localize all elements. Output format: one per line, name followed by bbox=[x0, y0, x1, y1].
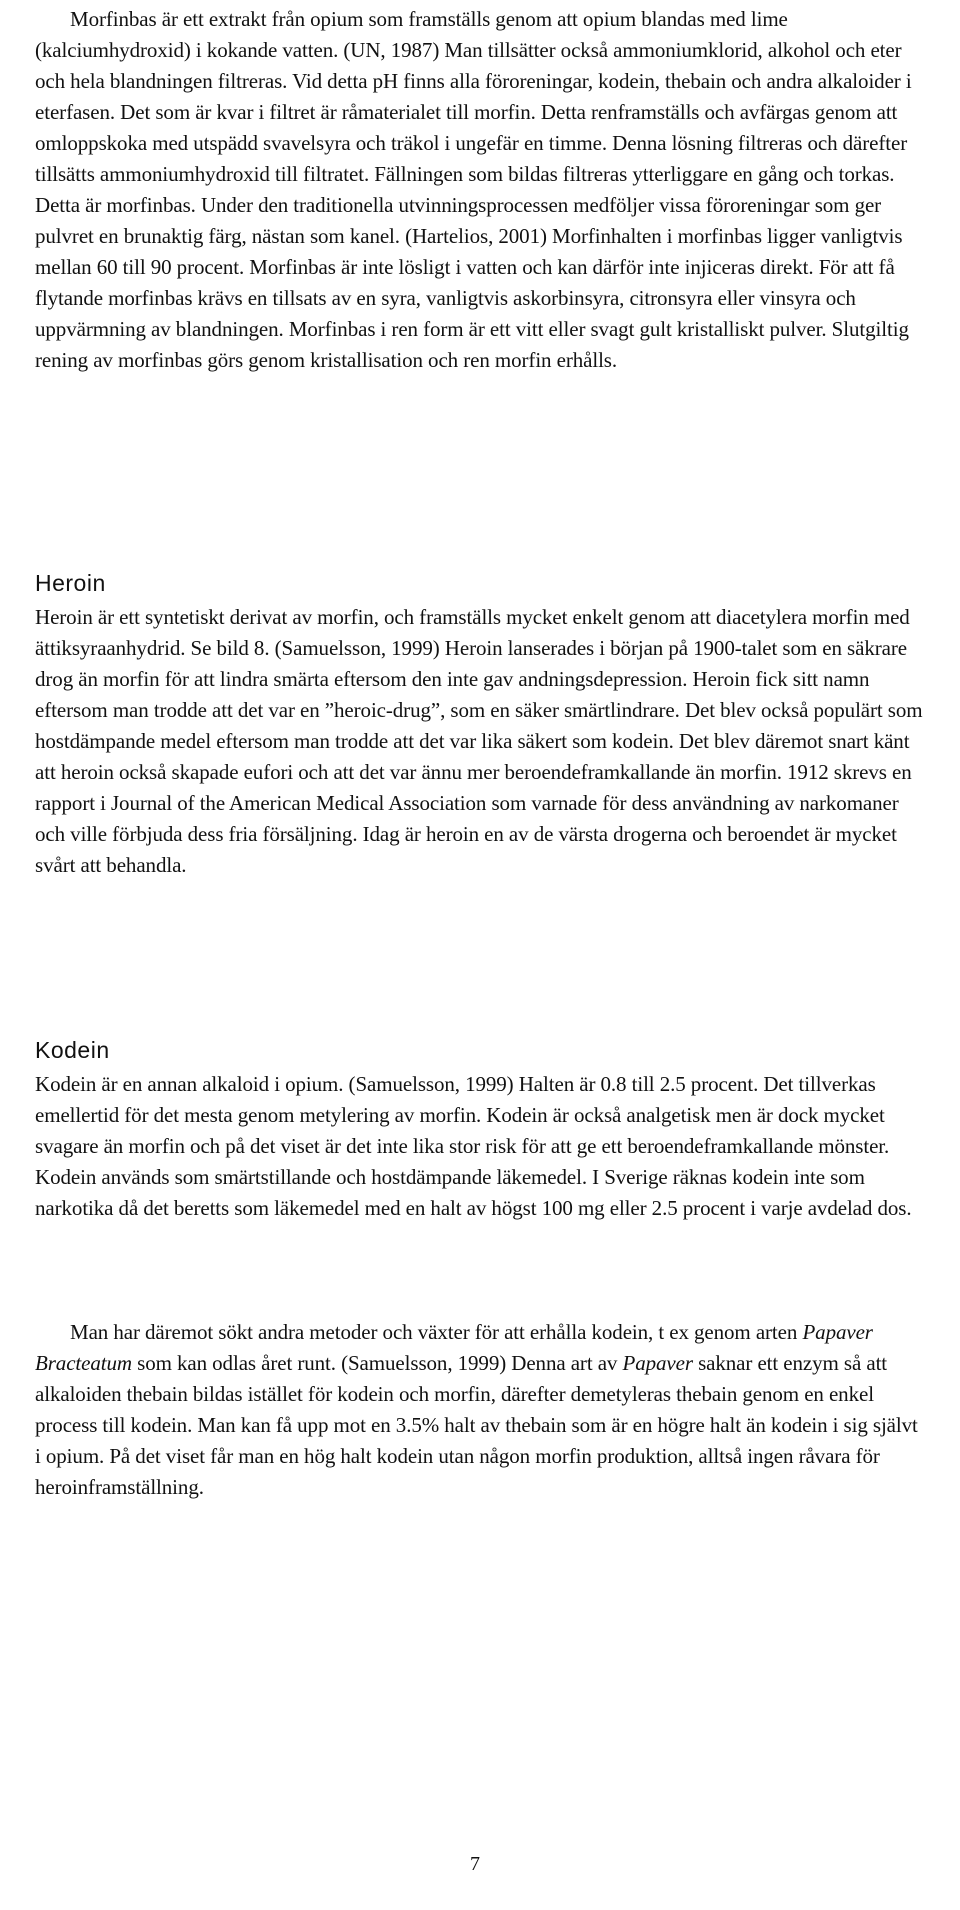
kodein-paragraph-1: Kodein är en annan alkaloid i opium. (Samuelsson, 1999) Halten är 0.8 till 2.5 procent. Det tillverkas emellertid för det mesta genom metylering av morfin. Kodein är också analgetisk men är dock mycket svagare än morfin och på det viset är det inte lika stor risk för att ge ett beroendeframkallande mönster. Kodein används som smärtstillande och hostdämpande läkemedel. I Sverige räknas kodein inte som narkotika då det beretts som läkemedel med en halt av högst 100 mg eller 2.5 procent i varje avdelad dos. bbox=[35, 1072, 912, 1220]
morfinbas-paragraph: Morfinbas är ett extrakt från opium som framställs genom att opium blandas med lime (kalciumhydroxid) i kokande vatten. (UN, 1987) Man tillsätter också ammoniumklorid, alkohol och eter och hela blandningen filtreras. Vid detta pH finns alla föroreningar, kodein, thebain och andra alkaloider i eterfasen. Det som är kvar i filtret är råmaterialet till morfin. Detta renframställs och avfärgas genom att omloppskoka med utspädd svavelsyra och träkol i ungefär en timme. Denna lösning filtreras och därefter tillsätts ammoniumhydroxid till filtratet. Fällningen som bildas filtreras ytterliggare en gång och torkas. Detta är morfinbas. Under den traditionella utvinningsprocessen medföljer vissa föroreningar som ger pulvret en brunaktig färg, nästan som kanel. (Hartelios, 2001) Morfinhalten i morfinbas ligger vanligtvis mellan 60 till 90 procent. Morfinbas är inte lösligt i vatten och kan därför inte injiceras direkt. För att få flytande morfinbas krävs en tillsats av en syra, vanligtvis askorbinsyra, citronsyra eller vinsyra och uppvärmning av blandningen. Morfinbas i ren form är ett vitt eller svagt gult kristalliskt pulver. Slutgiltig rening av morfinbas görs genom kristallisation och ren morfin erhålls. bbox=[35, 7, 912, 372]
kodein-paragraph-2 bbox=[35, 1317, 925, 1503]
kodein-p2-text-b: som kan odlas året runt. (Samuelsson, 1999) Denna art av bbox=[131, 1351, 623, 1375]
heroin-heading: Heroin bbox=[35, 570, 106, 596]
kodein-p2-text-c: saknar ett enzym så att alkaloiden thebain bildas istället för kodein och morfin, därefter demetyleras thebain genom en enkel process till kodein. Man kan få upp mot en 3.5% halt av thebain som är en högre halt än kodein i sig självt i opium. På det viset får man en hög halt kodein utan någon morfin produktion, alltså ingen råvara för heroinframställning. bbox=[35, 1351, 918, 1499]
kodein-p2-text-a: Man har däremot sökt andra metoder och växter för att erhålla kodein, t ex genom arten bbox=[70, 1320, 803, 1344]
species-name-papaver-bracteatum: Papaver Bracteatum bbox=[35, 1320, 873, 1375]
heroin-paragraph: Heroin är ett syntetiskt derivat av morfin, och framställs mycket enkelt genom att diacetylera morfin med ättiksyraanhydrid. Se bild 8. (Samuelsson, 1999) Heroin lanserades i början på 1900-talet som en säkrare drog än morfin för att lindra smärta eftersom den inte gav andningsdepression. Heroin fick sitt namn eftersom man trodde att det var en ”heroic-drug”, som en säker smärtlindrare. Det blev också populärt som hostdämpande medel eftersom man trodde att det var lika säkert som kodein. Det blev däremot snart känt att heroin också skapade eufori och att det var ännu mer beroendeframkallande än morfin. 1912 skrevs en rapport i Journal of the American Medical Association som varnade för dess användning av narkomaner och ville förbjuda dess fria försäljning. Idag är heroin en av de värsta drogerna och beroendet är mycket svårt att behandla. bbox=[35, 605, 923, 877]
kodein-heading: Kodein bbox=[35, 1037, 110, 1063]
page-number: 7 bbox=[470, 1853, 480, 1875]
species-name-papaver: Papaver bbox=[622, 1351, 693, 1375]
